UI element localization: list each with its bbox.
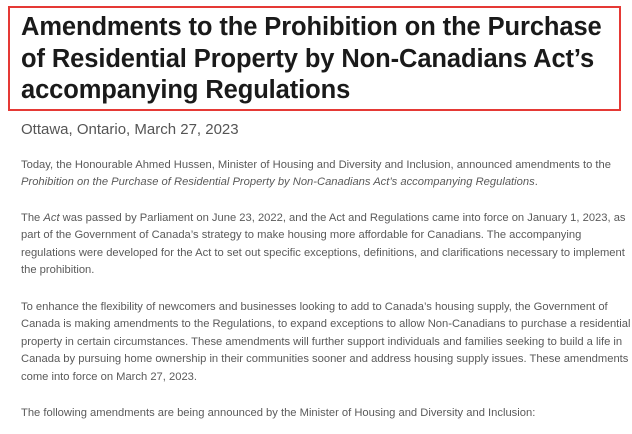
paragraph-amendments: To enhance the flexibility of newcomers and businesses looking to add to Canada’s housing supply, the Government of Canada is making amendments to the Regulations, to expand exceptions to allow Non-Canadians to purchase a residential property in certain circumstances. These amendments will further support individuals and families seeking to build a life in Canada by pursuing home ownership in their communities sooner and address housing supply issues. These amendments come into force on March 27, 2023.: [21, 301, 631, 383]
page-title: Amendments to the Prohibition on the Purchase of Residential Property by Non-Canadians Act’s accompanying Regulations: [21, 13, 602, 104]
regulations-title-emphasis: Prohibition on the Purchase of Residential Property by Non-Canadians Act’s accompanying Regulations: [21, 176, 535, 189]
act-emphasis: Act: [43, 212, 60, 224]
paragraph-following: The following amendments are being announced by the Minister of Housing and Diversity and Inclusion:: [21, 407, 536, 419]
paragraph-intro-end: .: [534, 176, 538, 189]
paragraph-act-start: The: [21, 212, 44, 224]
paragraph-act-text: was passed by Parliament on June 23, 2022, and the Act and Regulations came into force on January 1, 2023, as part of the Government of Canada’s strategy to make housing more affordable for Canadians. The accompanying regulations were developed for the Act to set out specific exceptions, definitions, and clarifications necessary to implement the prohibition.: [21, 212, 626, 277]
paragraph-intro-text: Today, the Honourable Ahmed Hussen, Minister of Housing and Diversity and Inclusion, announced amendments to the: [21, 159, 611, 171]
paragraph-act: [21, 210, 631, 280]
dateline: Ottawa, Ontario, March 27, 2023: [21, 121, 239, 138]
paragraph-intro: [21, 157, 631, 192]
